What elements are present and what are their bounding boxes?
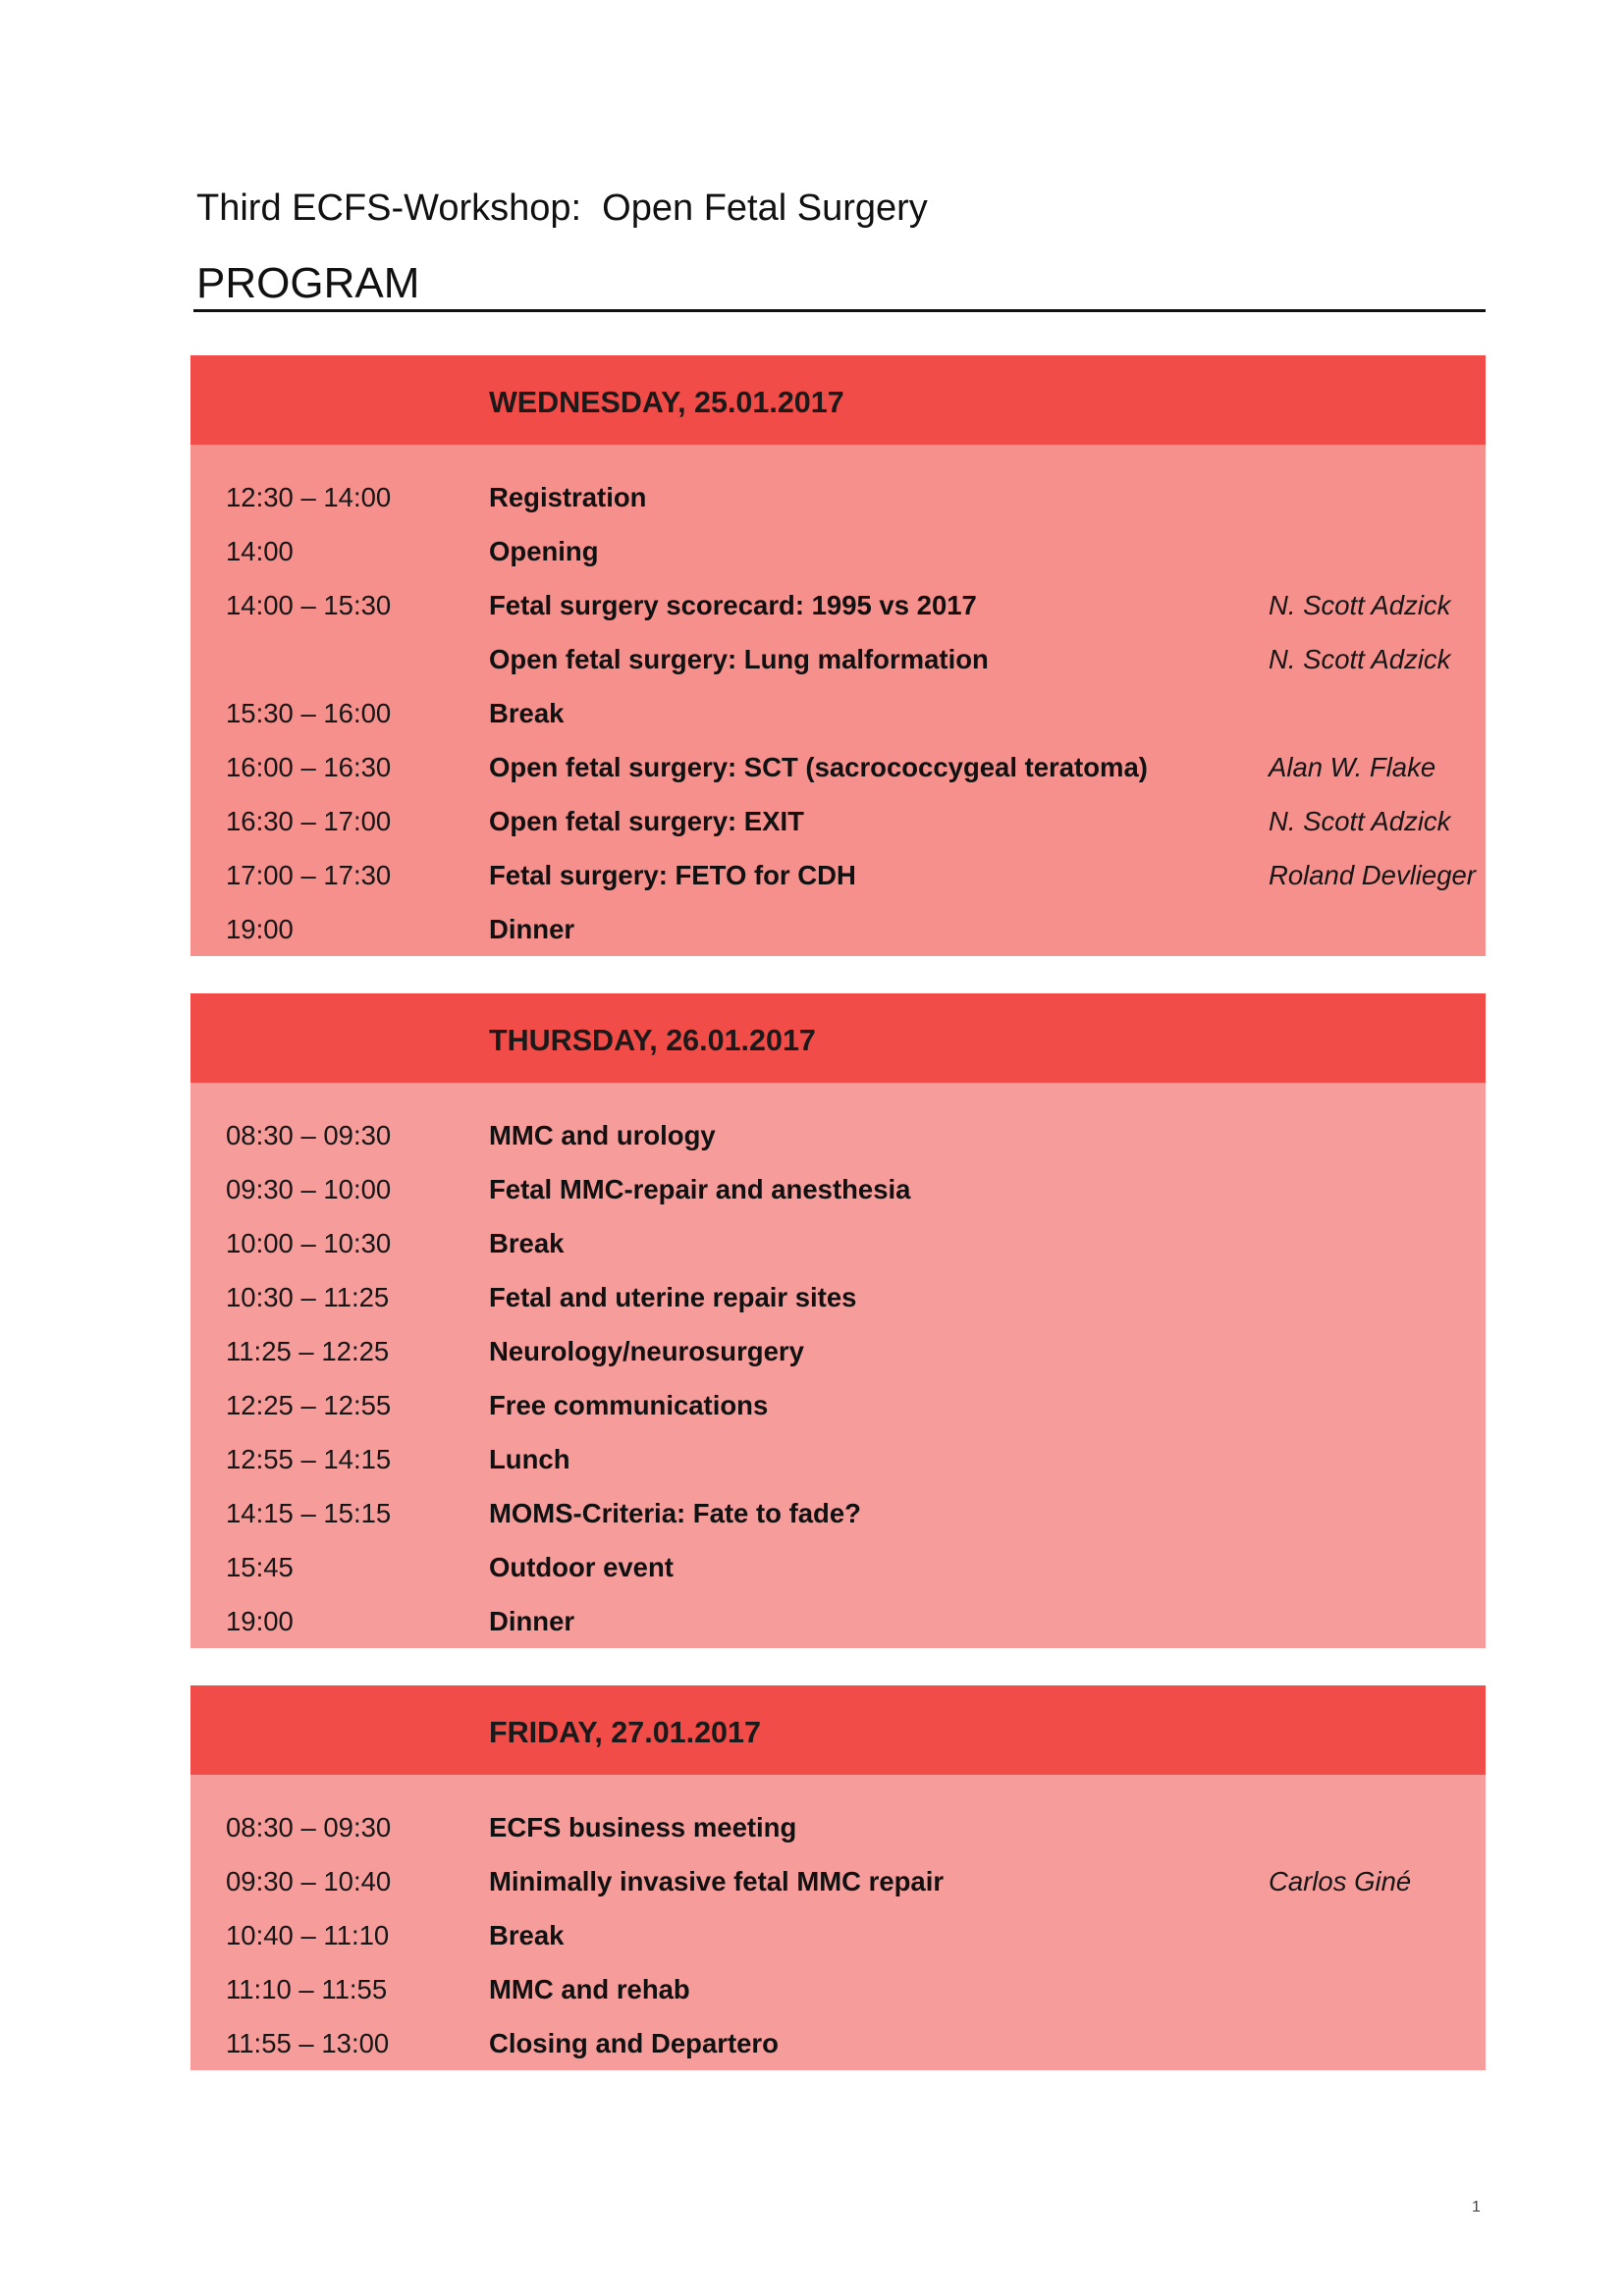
time-slot: 09:30 – 10:00 [226, 1174, 392, 1204]
day-header-label: WEDNESDAY, 25.01.2017 [489, 386, 844, 419]
session-title: Dinner [489, 1606, 575, 1636]
time-slot: 19:00 [226, 1606, 294, 1636]
schedule [190, 355, 1486, 2108]
schedule-row [190, 794, 1486, 848]
session-title: Neurology/neurosurgery [489, 1336, 804, 1366]
day-header [190, 1685, 1486, 1775]
time-slot: 19:00 [226, 914, 294, 944]
session-title: MOMS-Criteria: Fate to fade? [489, 1498, 861, 1528]
day-block [190, 993, 1486, 1648]
session-title: Minimally invasive fetal MMC repair [489, 1866, 945, 1896]
schedule-row [190, 1378, 1486, 1432]
time-slot: 15:45 [226, 1552, 294, 1582]
schedule-row [190, 686, 1486, 740]
document-title: Third ECFS-Workshop: Open Fetal Surgery [196, 187, 928, 229]
speaker-name: N. Scott Adzick [1269, 590, 1451, 620]
time-slot: 15:30 – 16:00 [226, 698, 392, 728]
time-slot: 09:30 – 10:40 [226, 1866, 392, 1896]
schedule-row [190, 1594, 1486, 1648]
session-title: Outdoor event [489, 1552, 674, 1582]
time-slot: 14:00 [226, 536, 294, 566]
day-header-label: FRIDAY, 27.01.2017 [489, 1716, 761, 1749]
page-number: 1 [1472, 2199, 1481, 2216]
speaker-name: Alan W. Flake [1269, 752, 1436, 782]
session-title: Fetal MMC-repair and anesthesia [489, 1174, 911, 1204]
schedule-row [190, 1540, 1486, 1594]
time-slot: 08:30 – 09:30 [226, 1120, 392, 1150]
time-slot: 16:00 – 16:30 [226, 752, 392, 782]
session-title: Open fetal surgery: EXIT [489, 806, 804, 836]
session-title: Open fetal surgery: Lung malformation [489, 644, 989, 674]
time-slot: 16:30 – 17:00 [226, 806, 392, 836]
schedule-row [190, 1108, 1486, 1162]
schedule-row [190, 632, 1486, 686]
day-body [190, 1775, 1486, 2070]
session-title: Fetal surgery scorecard: 1995 vs 2017 [489, 590, 977, 620]
session-title: Fetal surgery: FETO for CDH [489, 860, 856, 890]
time-slot: 08:30 – 09:30 [226, 1812, 392, 1842]
schedule-row [190, 1432, 1486, 1486]
time-slot: 10:40 – 11:10 [226, 1920, 390, 1950]
day-header [190, 993, 1486, 1083]
session-title: MMC and urology [489, 1120, 716, 1150]
time-slot: 11:55 – 13:00 [226, 2028, 390, 2058]
day-header-label: THURSDAY, 26.01.2017 [489, 1024, 816, 1057]
schedule-row [190, 1962, 1486, 2016]
schedule-row [190, 2016, 1486, 2070]
session-title: Free communications [489, 1390, 769, 1420]
schedule-row [190, 740, 1486, 794]
session-title: Lunch [489, 1444, 570, 1474]
time-slot: 12:25 – 12:55 [226, 1390, 392, 1420]
day-body [190, 1083, 1486, 1648]
schedule-row [190, 1162, 1486, 1216]
session-title: Fetal and uterine repair sites [489, 1282, 857, 1312]
schedule-row [190, 1324, 1486, 1378]
session-title: Dinner [489, 914, 575, 944]
session-title: Break [489, 698, 565, 728]
schedule-row [190, 1486, 1486, 1540]
schedule-row [190, 524, 1486, 578]
speaker-name: N. Scott Adzick [1269, 644, 1451, 674]
time-slot: 14:15 – 15:15 [226, 1498, 392, 1528]
time-slot: 14:00 – 15:30 [226, 590, 392, 620]
time-slot: 10:00 – 10:30 [226, 1228, 392, 1258]
heading-divider [193, 309, 1486, 312]
speaker-name: Carlos Giné [1269, 1866, 1412, 1896]
day-body [190, 445, 1486, 956]
program-heading: PROGRAM [196, 259, 420, 307]
session-title: Opening [489, 536, 599, 566]
schedule-row [190, 1908, 1486, 1962]
time-slot: 17:00 – 17:30 [226, 860, 392, 890]
session-title: Break [489, 1920, 565, 1950]
schedule-row [190, 578, 1486, 632]
schedule-row [190, 470, 1486, 524]
schedule-row [190, 1800, 1486, 1854]
time-slot: 12:30 – 14:00 [226, 482, 392, 512]
day-block [190, 1685, 1486, 2070]
session-title: ECFS business meeting [489, 1812, 797, 1842]
time-slot: 11:25 – 12:25 [226, 1336, 390, 1366]
schedule-row [190, 902, 1486, 956]
speaker-name: N. Scott Adzick [1269, 806, 1451, 836]
day-block [190, 355, 1486, 956]
time-slot: 10:30 – 11:25 [226, 1282, 390, 1312]
schedule-row [190, 1854, 1486, 1908]
session-title: Closing and Departero [489, 2028, 779, 2058]
speaker-name: Roland Devlieger [1269, 860, 1476, 890]
time-slot: 12:55 – 14:15 [226, 1444, 392, 1474]
session-title: Open fetal surgery: SCT (sacrococcygeal teratoma) [489, 752, 1148, 782]
session-title: Registration [489, 482, 647, 512]
day-header [190, 355, 1486, 445]
session-title: Break [489, 1228, 565, 1258]
session-title: MMC and rehab [489, 1974, 690, 2004]
time-slot: 11:10 – 11:55 [226, 1974, 388, 2004]
schedule-row [190, 848, 1486, 902]
schedule-row [190, 1216, 1486, 1270]
schedule-row [190, 1270, 1486, 1324]
